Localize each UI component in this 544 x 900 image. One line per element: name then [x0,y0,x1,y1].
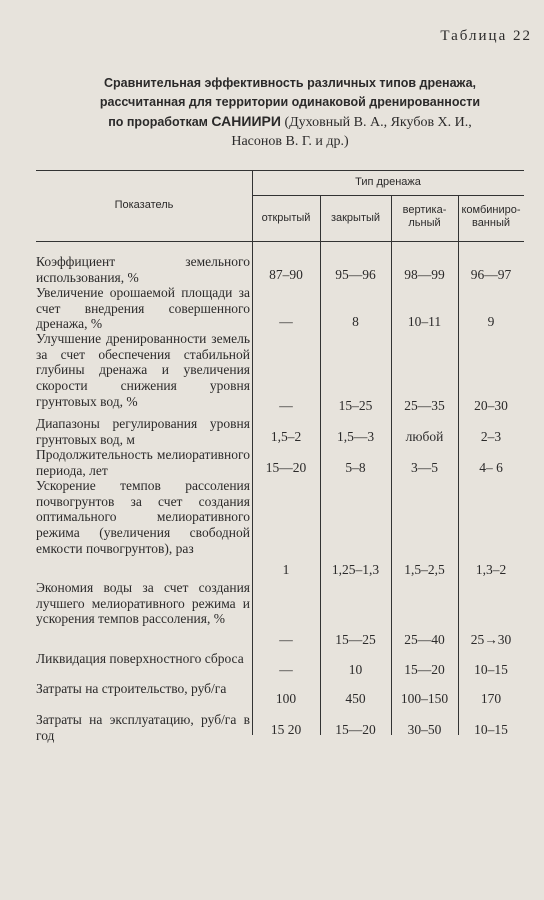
column-divider-1 [252,170,253,735]
header-drain-type: Тип дренажа [355,176,421,188]
table-cell: 15 20 [270,722,302,737]
table-cell: 9 [487,314,495,329]
header-col-open: открытый [261,212,311,224]
table-cell: 98—99 [404,267,445,282]
table-top-rule [36,170,524,171]
group-rule [252,195,524,196]
table-number: Таблица 22 [440,28,532,44]
row-label: Ликвидация поверхностного сброса [36,651,244,666]
table-cell: 87–90 [269,267,303,282]
table-cell: 1 [282,562,290,577]
row-label: Затраты на эксплуатацию, руб/га в год [36,712,250,743]
caption-line-4: Насонов В. Г. и др.) [231,134,349,149]
table-cell: — [279,662,293,677]
table-cell: 30–50 [407,722,442,737]
table-cell: 15—20 [335,722,376,737]
table-cell: 25—35 [404,398,445,413]
row-label: Продолжительность мелиоративного периода, лет [36,447,250,478]
table-cell: 15—25 [335,632,376,647]
table-cell: 100–150 [400,691,449,706]
table-cell: любой [405,429,444,444]
table-cell: 2–3 [480,429,502,444]
caption-line-2: рассчитанная для территории одинаковой дренированности [99,95,481,109]
table-cell: 10–15 [474,722,508,737]
caption-institute: САНИИРИ [211,113,281,129]
header-col-combined: комбиниро- ванный [461,204,521,229]
caption-prefix: по проработкам [108,115,208,129]
row-label: Ускорение темпов рассоления почвогрунтов за счет создания оптимального мелиоративного режима (увеличения свободной емкости почвогрунтов), раз [36,478,250,556]
table-cell: — [279,398,293,413]
table-cell: 25→30 [470,632,512,647]
row-label: Экономия воды за счет создания лучшего мелиоративного режима и ускорения темпов рассоления, % [36,580,250,627]
table-cell: 170 [480,691,502,706]
row-label: Затраты на строительство, руб/га [36,681,227,696]
table-cell: 1,5–2,5 [404,562,445,577]
table-cell: 20–30 [474,398,508,413]
table-cell: 1,25–1,3 [331,562,380,577]
table-cell: 450 [345,691,366,706]
table-cell: 1,5–2 [270,429,302,444]
row-label: Улучшение дренированности земель за счет обеспечения стабильной глубины дренажа и увеличения скорости снижения уровня грунтовых вод, % [36,331,250,409]
row-label: Диапазоны регулирования уровня грунтовых вод, м [36,416,250,447]
table-cell: 1,3–2 [475,562,507,577]
table-cell: — [279,314,293,329]
table-cell: 15–25 [338,398,373,413]
caption-line-1: Сравнительная эффективность различных типов дренажа, [104,76,476,90]
table-cell: 100 [275,691,297,706]
header-col-vertical: вертика- льный [402,204,447,229]
caption-authors: (Духовный В. А., Якубов Х. И., [284,115,472,130]
header-indicator: Показатель [114,199,174,211]
table-cell: 10–15 [474,662,508,677]
table-cell: 95—96 [335,267,376,282]
table-cell: 96—97 [470,267,512,282]
table-cell: 10–11 [407,314,442,329]
row-label: Увеличение орошаемой площади за счет внедрения совершенного дренажа, % [36,285,250,332]
header-col-closed: закрытый [330,212,381,224]
table-cell: 5–8 [345,460,366,475]
table-cell: 15—20 [265,460,307,475]
row-label: Коэффициент земельного использования, % [36,254,250,285]
header-bottom-rule [36,241,524,242]
table-cell: 8 [352,314,359,329]
table-cell: 4– 6 [479,460,503,475]
table-cell: — [279,632,293,647]
caption-line-3 [60,112,520,132]
table-caption [60,74,520,151]
table-cell: 3—5 [411,460,438,475]
table-cell: 25—40 [404,632,445,647]
table-cell: 1,5—3 [336,429,375,444]
table-cell: 15—20 [404,662,445,677]
table-cell: 10 [348,662,363,677]
